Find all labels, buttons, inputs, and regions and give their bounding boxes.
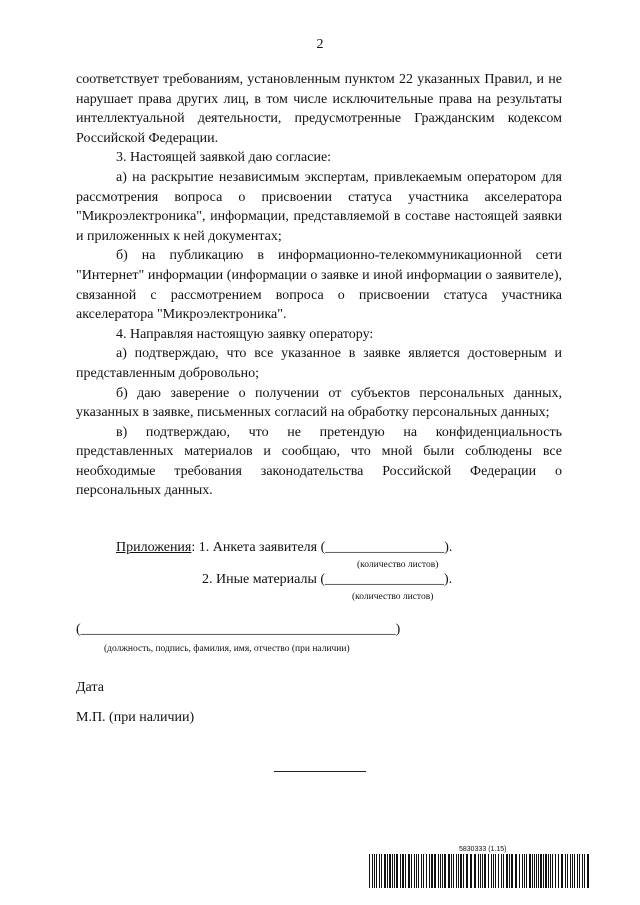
paragraph-continuation: соответствует требованиям, установленным пунктом 22 указанных Правил, и не нарушает права других лиц, в том числе исключительные права на результаты интеллектуальной деятельности, предусмотренные Гражданским кодексом Российской Федерации.: [76, 72, 562, 146]
date-label: Дата: [76, 680, 104, 695]
paragraph-item-3b: б) на публикацию в информационно-телекоммуникационной сети "Интернет" информации (информации о заявке и иной информации о заявителе), связанной с рассмотрением вопроса о присвоении статуса участника акселератора "Микроэлектроника".: [76, 248, 562, 323]
document-body: [76, 70, 562, 501]
end-divider: [274, 771, 366, 772]
signature-line: (_____________________________________________): [76, 622, 401, 637]
paragraph-item-4c: в) подтверждаю, что не претендую на конфиденциальность представленных материалов и сообщаю, что мной были соблюдены все необходимые требования законодательства Российской Федерации о персональных данных.: [76, 424, 562, 499]
sheet-count-hint-1: (количество листов): [357, 560, 439, 570]
document-code: 5830333 (1.15): [459, 846, 507, 853]
attachments-label: Приложения: [116, 540, 192, 555]
paragraph-item-4b: б) даю заверение о получении от субъектов персональных данных, указанных в заявке, письменных согласий на обработку персональных данных;: [76, 385, 562, 421]
barcode-icon: [369, 854, 591, 888]
paragraph-item-3: 3. Настоящей заявкой даю согласие:: [116, 150, 332, 166]
paragraph-item-4a: а) подтверждаю, что все указанное в заявке является достоверным и представленным добровольно;: [76, 346, 562, 381]
paragraph-item-4: 4. Направляя настоящую заявку оператору:: [116, 326, 374, 342]
attachment-item-1: : 1. Анкета заявителя (_________________).: [191, 540, 453, 555]
page-number: 2: [316, 37, 324, 52]
sheet-count-hint-2: (количество листов): [352, 592, 434, 602]
attachment-line-1: [116, 540, 452, 556]
stamp-label: М.П. (при наличии): [76, 710, 195, 725]
attachment-item-2: 2. Иные материалы (_________________).: [202, 572, 453, 587]
signature-hint: (должность, подпись, фамилия, имя, отчество (при наличии): [104, 644, 350, 654]
paragraph-item-3a: а) на раскрытие независимым экспертам, привлекаемым оператором для рассмотрения вопроса о присвоении статуса участника акселератора "Микроэлектроника", информации, представляемой в составе настоящей заявки и приложенных к ней документах;: [76, 169, 562, 244]
